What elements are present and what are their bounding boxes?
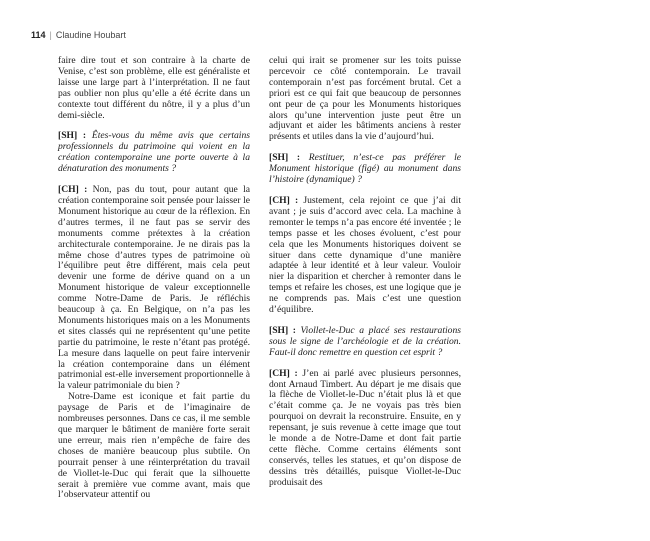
speaker-label: [CH] :: [58, 184, 88, 196]
answer-text: J’en ai parlé avec plusieurs personnes, dont Arnaud Timbert. Au départ je me disais que la flèche de Viollet-le-Duc n’était plus là et que c’était comme ça. Je ne voyais pas très bien pourquoi on devrait la reconstruire. Ensuite, en y repensant, je suis revenue à cette image que tout le monde a de Notre-Dame et dont fait partie cette flèche. Comme certains éléments sont conservés, telles les statues, et qu’on dispose de dessins très détaillés, puisque Viollet-le-Duc produisait des: [269, 367, 461, 488]
header-separator: |: [49, 30, 52, 40]
author-name: Claudine Houbart: [55, 30, 126, 40]
question-sh: [269, 153, 461, 186]
speaker-label: [CH] :: [269, 367, 298, 379]
page-number: 114: [31, 30, 46, 40]
speaker-label: [SH] :: [269, 324, 296, 336]
answer-ch: [269, 369, 461, 489]
answer-text: Justement, cela rejoint ce que j’ai dit avant ; je suis d’accord avec cela. La machine à remonter le temps n’a pas encore été inventée ; le temps passe et les choses évoluent, c’est pour cela que les Monuments historiques doivent se situer dans cette dynamique d’une manière adaptée à leur identité et à leur valeur. Vouloir nier la disparition et chercher à remonter dans le temps et refaire les choses, est une logique que je ne comprends pas. Mais c’est une question d’équilibre.: [269, 194, 461, 316]
speaker-label: [SH] :: [58, 130, 87, 142]
right-column: [269, 56, 461, 489]
left-column: [58, 56, 250, 501]
answer-ch: [269, 196, 461, 316]
answer-text: Non, pas du tout, pour autant que la création contemporaine soit pensée pour laisser le Monument historique au cœur de la réflexion. En d’autres termes, il ne faut pas se servir des monuments comme prétextes à la création architecturale contemporaine. Je ne dirais pas la même chose d’autres types de patrimoine où l’équilibre peut être différent, mais cela peut devenir une forme de dérive quand on a un Monument historique de valeur exceptionnelle comme Notre-Dame de Paris. Je réfléchis beaucoup à ça. En Belgique, on n’a pas les Monuments historiques mais on a les Monuments et sites classés qui ne représentent qu’une petite partie du patrimoine, le reste n’étant pas protégé. La mesure dans laquelle on peut faire intervenir la création contemporaine dans un élément patrimonial est-elle inversement proportionnelle à la valeur patrimoniale du bien ?: [58, 184, 251, 392]
question-text: Viollet-le-Duc a placé ses restaurations sous le signe de l’archéologie et de la création. Faut-il donc remettre en question cet esprit ?: [269, 324, 461, 358]
question-text: Restituer, n’est-ce pas préférer le Monument historique (figé) au monument dans l’histoire (dynamique) ?: [269, 152, 461, 186]
answer-ch: [58, 185, 250, 392]
question-text: Êtes-vous du même avis que certains professionnels du patrimoine qui voient en la création contemporaine une porte ouverte à la dénaturation des monuments ?: [58, 130, 250, 175]
question-sh: [58, 131, 250, 175]
running-header: [31, 30, 126, 40]
paragraph-body: Notre-Dame est iconique et fait partie du paysage de Paris et de l’imaginaire de nombreuses personnes. Dans ce cas, il me semble que marquer le bâtiment de manière forte serait une erreur, mais rien n’empêche de faire des choses de manière beaucoup plus subtile. On pourrait penser à une réinterprétation du travail de Viollet-le-Duc qui ferait que la silhouette serait à première vue comme avant, mais que l’observateur attentif ou: [58, 391, 250, 501]
question-sh: [269, 326, 461, 359]
paragraph-body: faire dire tout et son contraire à la charte de Venise, c’est son problème, elle est généraliste et laisse une large part à l’interprétation. Il ne faut pas oublier non plus qu’elle a été écrite dans un contexte tout différent du nôtre, il y a plus d’un demi-siècle.: [58, 55, 250, 121]
speaker-label: [CH] :: [269, 194, 299, 206]
paragraph-body: celui qui irait se promener sur les toits puisse percevoir ce côté contemporain. Le travail contemporain n’est pas forcément brutal. Cet a priori est ce qui fait que beaucoup de personnes ont peur de ça pour les Monuments historiques alors qu’une intervention juste peut être un adjuvant et aider les bâtiments anciens à rester présents et utiles dans la vie d’aujourd’hui.: [269, 55, 461, 143]
speaker-label: [SH] :: [269, 152, 301, 164]
